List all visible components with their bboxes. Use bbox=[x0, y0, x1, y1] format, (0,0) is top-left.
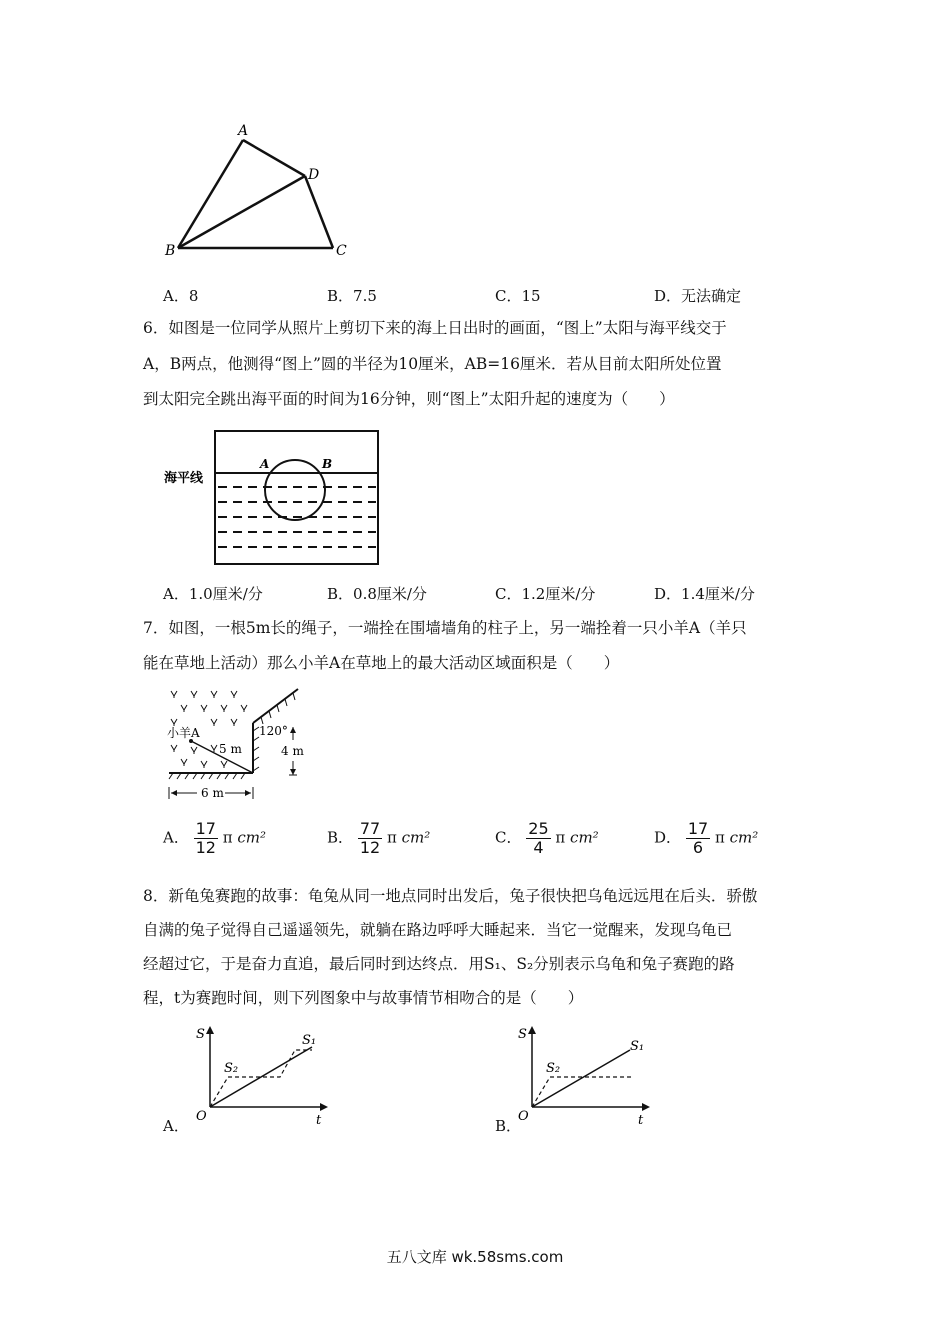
q8-graph-a bbox=[190, 1022, 340, 1132]
q5-option-a[interactable]: A．8 bbox=[163, 287, 199, 305]
q7-option-c-unit: cm² bbox=[570, 828, 599, 847]
q7-option-b-unit: cm² bbox=[401, 828, 431, 847]
q7-option-d-fraction bbox=[686, 820, 710, 857]
q7-option-a[interactable] bbox=[163, 820, 266, 857]
q7-option-b-den: 12 bbox=[359, 838, 381, 857]
q7-option-a-fraction bbox=[194, 820, 218, 857]
q7-option-d-den: 6 bbox=[692, 838, 704, 857]
q7-option-c-num: 25 bbox=[528, 819, 549, 838]
q7-option-c-fraction bbox=[526, 820, 550, 857]
q7-option-d-letter: D． bbox=[654, 828, 682, 847]
q6-option-b[interactable]: B．0.8厘米/分 bbox=[327, 585, 427, 603]
q6-question-line-3: 到太阳完全跳出海平面的时间为16分钟，则“图上”太阳升起的速度为（ ） bbox=[143, 390, 675, 408]
q7-option-c-den: 4 bbox=[533, 838, 544, 857]
q8-graph-b-s1: S₁ bbox=[630, 1039, 645, 1054]
q5-option-b[interactable]: B．7.5 bbox=[327, 287, 377, 305]
q8-question-line-4: 程，t为赛跑时间，则下列图象中与故事情节相吻合的是（ ） bbox=[143, 989, 584, 1007]
page-footer: 五八文库 wk.58sms.com bbox=[386, 1248, 564, 1266]
q5-label-a: A bbox=[238, 123, 249, 139]
q7-option-b-pi: π bbox=[386, 828, 397, 847]
q7-option-d-pi: π bbox=[714, 828, 725, 847]
q7-option-d[interactable] bbox=[654, 820, 758, 857]
q8-graph-b-s2: S₂ bbox=[546, 1061, 561, 1076]
q7-option-a-num: 17 bbox=[195, 819, 216, 838]
q6-figure bbox=[160, 425, 385, 570]
q7-angle-label: 120° bbox=[259, 724, 288, 738]
q8-graph-a-x-label: t bbox=[316, 1113, 322, 1128]
q7-option-b-num: 77 bbox=[359, 819, 381, 838]
q6-question-line-2: A，B两点，他测得“图上”圆的半径为10厘米，AB=16厘米．若从目前太阳所处位置 bbox=[143, 355, 722, 373]
q8-question-line-1: 8．新龟兔赛跑的故事：龟兔从同一地点同时出发后，兔子很快把乌龟远远甩在后头．骄傲 bbox=[143, 887, 758, 905]
q8-graph-a-s1: S₁ bbox=[302, 1033, 317, 1048]
q8-question-line-3: 经超过它，于是奋力直追，最后同时到达终点．用S₁、S₂分别表示乌龟和兔子赛跑的路 bbox=[143, 955, 735, 973]
q6-label-a: A bbox=[260, 457, 270, 471]
q7-figure bbox=[163, 685, 323, 803]
q8-graph-a-origin: O bbox=[196, 1109, 207, 1124]
q7-option-a-pi: π bbox=[222, 828, 233, 847]
q7-width-label: 6 m bbox=[201, 786, 224, 800]
q6-option-c[interactable]: C．1.2厘米/分 bbox=[495, 585, 596, 603]
q7-option-d-num: 17 bbox=[687, 819, 709, 838]
q8-graph-b-origin: O bbox=[518, 1109, 529, 1124]
q7-option-a-unit: cm² bbox=[237, 828, 267, 847]
q5-option-d[interactable]: D．无法确定 bbox=[654, 287, 742, 305]
q7-option-a-den: 12 bbox=[195, 838, 216, 857]
q8-option-a[interactable]: A． bbox=[163, 1117, 189, 1135]
q5-label-d: D bbox=[308, 167, 320, 183]
q8-graph-b-x-label: t bbox=[638, 1113, 644, 1128]
q6-option-d[interactable]: D．1.4厘米/分 bbox=[654, 585, 755, 603]
q5-label-b: B bbox=[165, 243, 176, 259]
q7-option-b-letter: B． bbox=[327, 828, 354, 847]
q8-question-line-2: 自满的兔子觉得自己遥遥领先，就躺在路边呼呼大睡起来．当它一觉醒来，发现乌龟已 bbox=[143, 921, 733, 939]
q8-graph-a-y-label: S bbox=[196, 1027, 205, 1042]
q7-option-c-letter: C． bbox=[495, 828, 522, 847]
q7-option-c[interactable] bbox=[495, 820, 599, 857]
q5-label-c: C bbox=[336, 243, 347, 259]
q6-label-b: B bbox=[322, 457, 333, 471]
q6-option-a[interactable]: A．1.0厘米/分 bbox=[163, 585, 263, 603]
q7-option-b-fraction bbox=[358, 820, 382, 857]
q8-graph-b-y-label: S bbox=[518, 1027, 527, 1042]
q7-option-c-pi: π bbox=[555, 828, 566, 847]
q8-graph-a-s2: S₂ bbox=[224, 1061, 239, 1076]
q7-question-line-2: 能在草地上活动）那么小羊A在草地上的最大活动区域面积是（ ） bbox=[143, 654, 620, 672]
q7-question-line-1: 7．如图，一根5m长的绳子，一端拴在围墙墙角的柱子上，另一端拴着一只小羊A（羊只 bbox=[143, 619, 747, 637]
q6-question-line-1: 6．如图是一位同学从照片上剪切下来的海上日出时的画面，“图上”太阳与海平线交于 bbox=[143, 319, 727, 337]
q7-option-d-unit: cm² bbox=[729, 828, 759, 847]
q5-figure bbox=[160, 118, 370, 263]
q7-rope-label: 5 m bbox=[219, 742, 242, 756]
q7-option-b[interactable] bbox=[327, 820, 430, 857]
q8-graph-b bbox=[512, 1022, 662, 1132]
q7-option-a-letter: A． bbox=[163, 828, 189, 847]
q8-option-b[interactable]: B． bbox=[495, 1117, 522, 1135]
q5-option-c[interactable]: C．15 bbox=[495, 287, 541, 305]
q6-sea-line-label: 海平线 bbox=[164, 471, 204, 486]
q7-goat-label: 小羊A bbox=[167, 726, 200, 740]
q7-height-label: 4 m bbox=[281, 744, 304, 758]
